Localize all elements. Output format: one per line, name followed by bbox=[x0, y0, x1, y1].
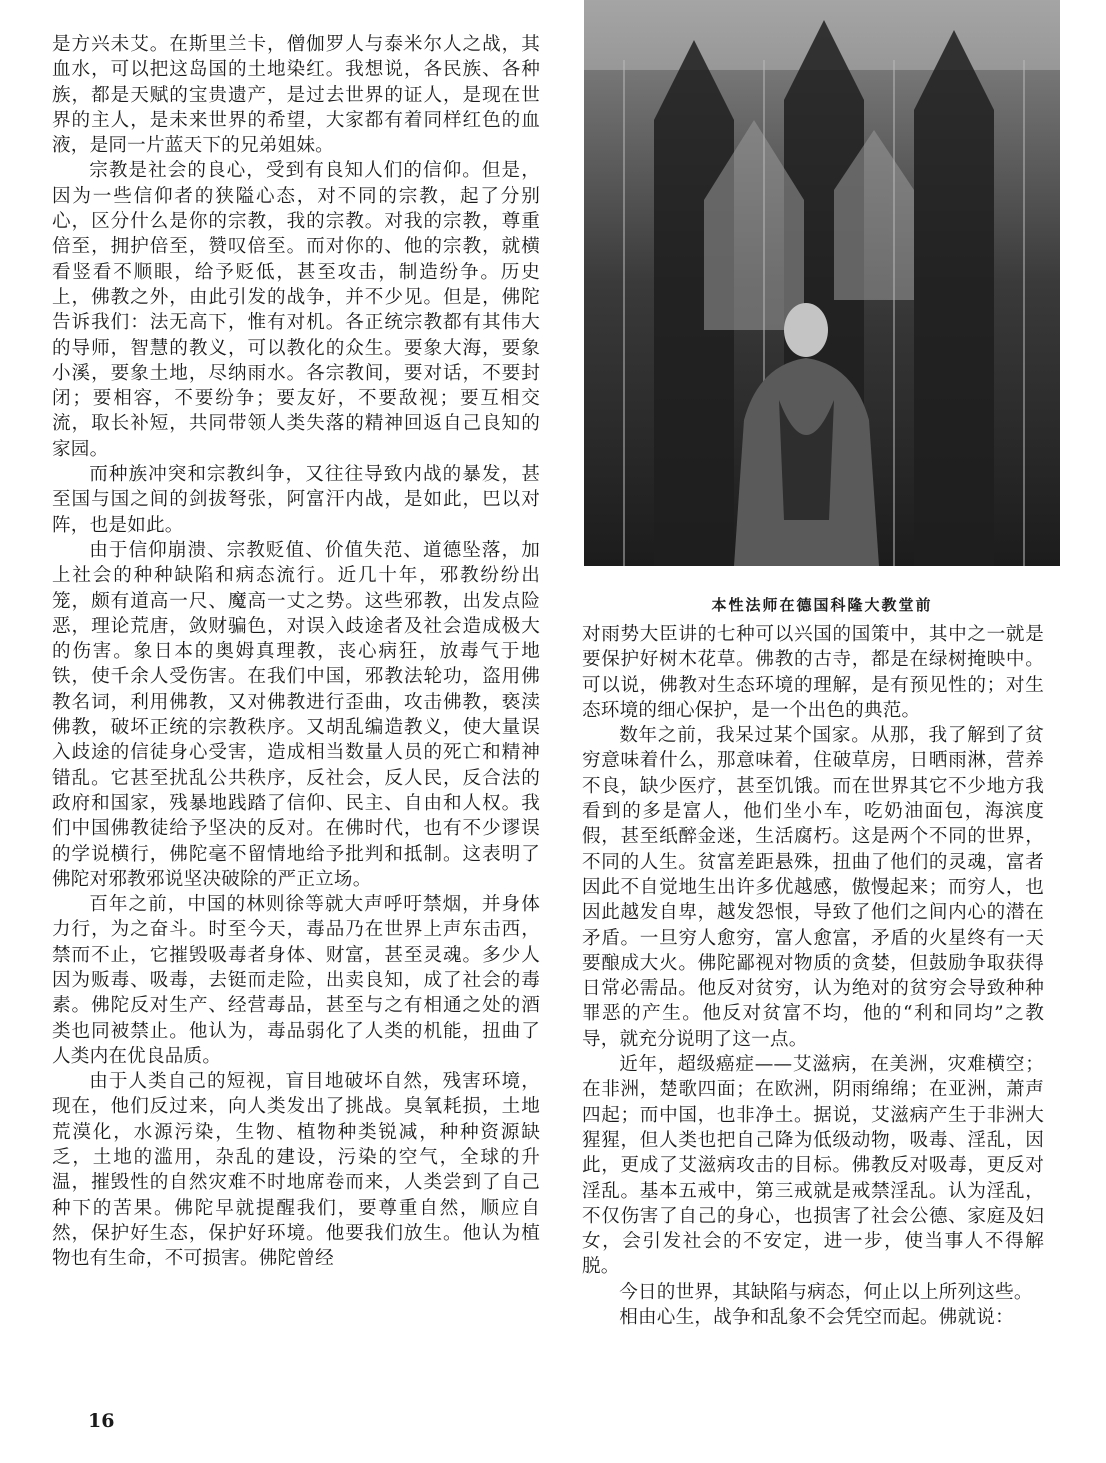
page-number: 16 bbox=[88, 1410, 115, 1432]
paragraph: 由于信仰崩溃、宗教贬值、价值失范、道德坠落，加上社会的种种缺陷和病态流行。近几十年，邪教纷纷出笼，颇有道高一尺、魔高一丈之势。这些邪教，出发点险恶，理论荒唐，敛财骗色，对误入歧途者及社会造成极大的伤害。象日本的奥姆真理教，丧心病狂，放毒气于地铁，使千余人受伤害。在我们中国，邪教法轮功，盗用佛教名词，利用佛教，又对佛教进行歪曲，攻击佛教，亵渎佛教，破坏正统的宗教秩序。又胡乱编造教义，使大量误入歧途的信徒身心受害，造成相当数量人员的死亡和精神错乱。它甚至扰乱公共秩序，反社会，反人民，反合法的政府和国家，残暴地践踏了信仰、民主、自由和人权。我们中国佛教徒给予坚决的反对。在佛时代，也有不少谬误的学说横行，佛陀毫不留情地给予批判和抵制。这表明了佛陀对邪教邪说坚决破除的严正立场。 bbox=[52, 539, 540, 890]
paragraph: 对雨势大臣讲的七种可以兴国的国策中，其中之一就是要保护好树木花草。佛教的古寺，都是在绿树掩映中。可以说，佛教对生态环境的理解，是有预见性的；对生态环境的细心保护，是一个出色的典范。 bbox=[582, 624, 1044, 721]
right-text-column bbox=[582, 622, 1044, 1330]
paragraph: 相由心生，战争和乱象不会凭空而起。佛就说： bbox=[619, 1307, 1014, 1329]
paragraph: 而种族冲突和宗教纠争，又往往导致内战的暴发，甚至国与国之间的剑拔弩张，阿富汗内战，是如此，巴以对阵，也是如此。 bbox=[52, 464, 540, 536]
paragraph: 百年之前，中国的林则徐等就大声呼吁禁烟，并身体力行，为之奋斗。时至今天，毒品乃在世界上声东击西，禁而不止，它摧毁吸毒者身体、财富，甚至灵魂。多少人因为贩毒、吸毒，去铤而走险，出卖良知，成了社会的毒素。佛陀反对生产、经营毒品，甚至与之有相通之处的酒类也同被禁止。他认为，毒品弱化了人类的机能，扭曲了人类内在优良品质。 bbox=[52, 894, 540, 1067]
photo-caption: 本性法师在德国科隆大教堂前 bbox=[711, 596, 933, 614]
paragraph: 今日的世界，其缺陷与病态，何止以上所列这些。 bbox=[619, 1281, 1033, 1303]
paragraph: 数年之前，我呆过某个国家。从那，我了解到了贫穷意味着什么，那意味着，住破草房，日晒雨淋，营养不良，缺少医疗，甚至饥饿。而在世界其它不少地方我看到的多是富人，他们坐小车，吃奶油面包，海滨度假，甚至纸醉金迷，生活腐朽。这是两个不同的世界，不同的人生。贫富差距悬殊，扭曲了他们的灵魂，富者因此不自觉地生出许多优越感，傲慢起来；而穷人，也因此越发自卑，越发怨恨，导致了他们之间内心的潜在矛盾。一旦穷人愈穷，富人愈富，矛盾的火星终有一天要酿成大火。佛陀鄙视对物质的贪婪，但鼓励争取获得日常必需品。他反对贫穷，认为绝对的贫穷会导致种种罪恶的产生。他反对贫富不均，他的“利和同均”之教导，就充分说明了这一点。 bbox=[582, 725, 1044, 1050]
paragraph: 由于人类自己的短视，盲目地破坏自然，残害环境，现在，他们反过来，向人类发出了挑战。臭氧耗损，土地荒漠化，水源污染，生物、植物种类锐减，种种资源缺乏，土地的滥用，杂乱的建设，污染的空气，全球的升温，摧毁性的自然灾难不时地席卷而来，人类尝到了自己种下的苦果。佛陀早就提醒我们，要尊重自然，顺应自然，保护好生态，保护好环境。他要我们放生。他认为植物也有生命，不可损害。佛陀曾经 bbox=[52, 1071, 540, 1270]
cathedral-photo bbox=[584, 0, 1060, 566]
paragraph: 是方兴未艾。在斯里兰卡，僧伽罗人与泰米尔人之战，其血水，可以把这岛国的土地染红。我想说，各民族、各种族，都是天赋的宝贵遗产，是过去世界的证人，是现在世界的主人，是未来世界的希望，大家都有着同样红色的血液，是同一片蓝天下的兄弟姐妹。 bbox=[52, 34, 540, 157]
photo-illustration bbox=[584, 0, 1060, 566]
paragraph: 宗教是社会的良心，受到有良知人们的信仰。但是，因为一些信仰者的狭隘心态，对不同的宗教，起了分别心，区分什么是你的宗教，我的宗教。对我的宗教，尊重倍至，拥护倍至，赞叹倍至。而对你的、他的宗教，就横看竖看不顺眼，给予贬低，甚至攻击，制造纷争。历史上，佛教之外，由此引发的战争，并不少见。但是，佛陀告诉我们：法无高下，惟有对机。各正统宗教都有其伟大的导师，智慧的教义，可以教化的众生。要象大海，要象小溪，要象土地，尽纳雨水。各宗教间，要对话，不要封闭；要相容，不要纷争；要友好，不要敌视；要互相交流，取长补短，共同带领人类失落的精神回返自己良知的家园。 bbox=[52, 160, 540, 460]
paragraph: 近年，超级癌症——艾滋病，在美洲，灾难横空；在非洲，楚歌四面；在欧洲，阴雨绵绵；在亚洲，萧声四起；而中国，也非净土。据说，艾滋病产生于非洲大猩猩，但人类也把自己降为低级动物，吸毒、淫乱，因此，更成了艾滋病攻击的目标。佛教反对吸毒，更反对淫乱。基本五戒中，第三戒就是戒禁淫乱。认为淫乱，不仅伤害了自己的身心，也损害了社会公德、家庭及妇女，会引发社会的不安定，进一步，使当事人不得解脱。 bbox=[582, 1054, 1044, 1278]
left-text-column bbox=[52, 32, 540, 1272]
